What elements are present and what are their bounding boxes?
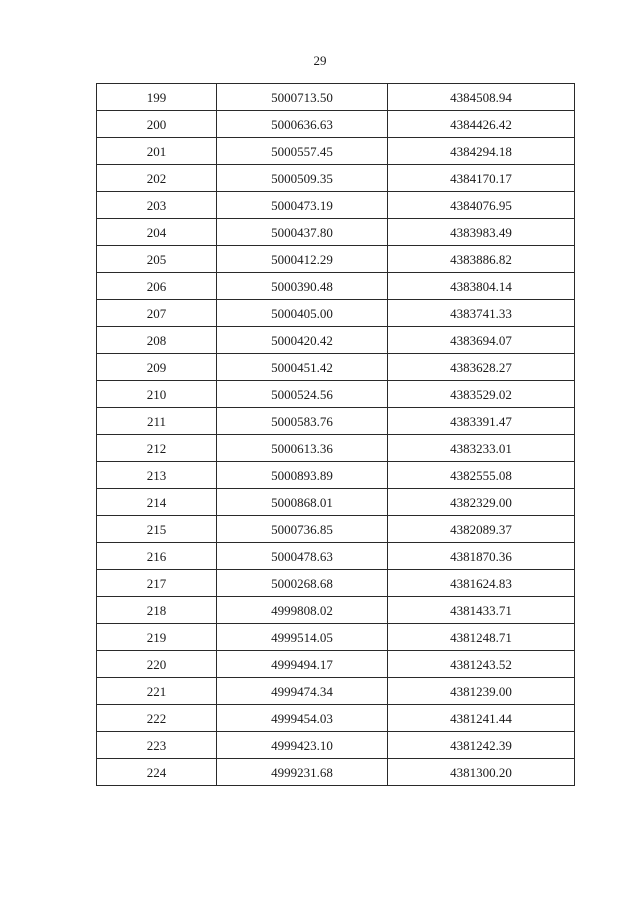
x-coordinate-cell: 4999454.03 bbox=[217, 705, 388, 732]
table-row bbox=[97, 84, 575, 111]
x-coordinate-cell: 5000893.89 bbox=[217, 462, 388, 489]
x-coordinate-cell: 4999231.68 bbox=[217, 759, 388, 786]
x-coordinate-cell: 5000736.85 bbox=[217, 516, 388, 543]
point-number-cell: 209 bbox=[97, 354, 217, 381]
point-number-cell: 203 bbox=[97, 192, 217, 219]
x-coordinate-cell: 5000557.45 bbox=[217, 138, 388, 165]
y-coordinate-cell: 4384170.17 bbox=[388, 165, 575, 192]
point-number-cell: 205 bbox=[97, 246, 217, 273]
point-number-cell: 210 bbox=[97, 381, 217, 408]
table-row bbox=[97, 516, 575, 543]
table-row bbox=[97, 462, 575, 489]
point-number-cell: 220 bbox=[97, 651, 217, 678]
point-number-cell: 206 bbox=[97, 273, 217, 300]
y-coordinate-cell: 4381624.83 bbox=[388, 570, 575, 597]
x-coordinate-cell: 5000613.36 bbox=[217, 435, 388, 462]
point-number-cell: 200 bbox=[97, 111, 217, 138]
x-coordinate-cell: 5000268.68 bbox=[217, 570, 388, 597]
point-number-cell: 201 bbox=[97, 138, 217, 165]
x-coordinate-cell: 5000713.50 bbox=[217, 84, 388, 111]
x-coordinate-cell: 4999474.34 bbox=[217, 678, 388, 705]
x-coordinate-cell: 4999808.02 bbox=[217, 597, 388, 624]
y-coordinate-cell: 4381870.36 bbox=[388, 543, 575, 570]
x-coordinate-cell: 5000451.42 bbox=[217, 354, 388, 381]
y-coordinate-cell: 4383694.07 bbox=[388, 327, 575, 354]
coordinates-table bbox=[96, 83, 575, 786]
table-row bbox=[97, 192, 575, 219]
x-coordinate-cell: 5000437.80 bbox=[217, 219, 388, 246]
y-coordinate-cell: 4384076.95 bbox=[388, 192, 575, 219]
x-coordinate-cell: 5000405.00 bbox=[217, 300, 388, 327]
y-coordinate-cell: 4381239.00 bbox=[388, 678, 575, 705]
y-coordinate-cell: 4383628.27 bbox=[388, 354, 575, 381]
y-coordinate-cell: 4384426.42 bbox=[388, 111, 575, 138]
point-number-cell: 222 bbox=[97, 705, 217, 732]
point-number-cell: 215 bbox=[97, 516, 217, 543]
point-number-cell: 202 bbox=[97, 165, 217, 192]
point-number-cell: 214 bbox=[97, 489, 217, 516]
point-number-cell: 212 bbox=[97, 435, 217, 462]
x-coordinate-cell: 5000478.63 bbox=[217, 543, 388, 570]
point-number-cell: 213 bbox=[97, 462, 217, 489]
point-number-cell: 211 bbox=[97, 408, 217, 435]
point-number-cell: 216 bbox=[97, 543, 217, 570]
table-row bbox=[97, 489, 575, 516]
y-coordinate-cell: 4381433.71 bbox=[388, 597, 575, 624]
point-number-cell: 221 bbox=[97, 678, 217, 705]
y-coordinate-cell: 4381242.39 bbox=[388, 732, 575, 759]
table-row bbox=[97, 651, 575, 678]
y-coordinate-cell: 4383391.47 bbox=[388, 408, 575, 435]
y-coordinate-cell: 4382329.00 bbox=[388, 489, 575, 516]
table-row bbox=[97, 246, 575, 273]
point-number-cell: 224 bbox=[97, 759, 217, 786]
point-number-cell: 207 bbox=[97, 300, 217, 327]
y-coordinate-cell: 4381248.71 bbox=[388, 624, 575, 651]
table-row bbox=[97, 354, 575, 381]
table-row bbox=[97, 597, 575, 624]
table-row bbox=[97, 435, 575, 462]
y-coordinate-cell: 4383529.02 bbox=[388, 381, 575, 408]
x-coordinate-cell: 5000509.35 bbox=[217, 165, 388, 192]
point-number-cell: 223 bbox=[97, 732, 217, 759]
table-row bbox=[97, 327, 575, 354]
x-coordinate-cell: 4999514.05 bbox=[217, 624, 388, 651]
x-coordinate-cell: 5000636.63 bbox=[217, 111, 388, 138]
coordinates-table-body bbox=[97, 84, 575, 786]
table-row bbox=[97, 543, 575, 570]
table-row bbox=[97, 732, 575, 759]
y-coordinate-cell: 4384508.94 bbox=[388, 84, 575, 111]
y-coordinate-cell: 4383983.49 bbox=[388, 219, 575, 246]
point-number-cell: 217 bbox=[97, 570, 217, 597]
table-row bbox=[97, 138, 575, 165]
y-coordinate-cell: 4383886.82 bbox=[388, 246, 575, 273]
y-coordinate-cell: 4383804.14 bbox=[388, 273, 575, 300]
y-coordinate-cell: 4382555.08 bbox=[388, 462, 575, 489]
x-coordinate-cell: 5000524.56 bbox=[217, 381, 388, 408]
point-number-cell: 219 bbox=[97, 624, 217, 651]
table-row bbox=[97, 219, 575, 246]
point-number-cell: 218 bbox=[97, 597, 217, 624]
table-row bbox=[97, 381, 575, 408]
y-coordinate-cell: 4381300.20 bbox=[388, 759, 575, 786]
table-row bbox=[97, 759, 575, 786]
y-coordinate-cell: 4382089.37 bbox=[388, 516, 575, 543]
x-coordinate-cell: 4999494.17 bbox=[217, 651, 388, 678]
table-row bbox=[97, 624, 575, 651]
x-coordinate-cell: 5000412.29 bbox=[217, 246, 388, 273]
y-coordinate-cell: 4381241.44 bbox=[388, 705, 575, 732]
x-coordinate-cell: 5000473.19 bbox=[217, 192, 388, 219]
x-coordinate-cell: 4999423.10 bbox=[217, 732, 388, 759]
y-coordinate-cell: 4381243.52 bbox=[388, 651, 575, 678]
x-coordinate-cell: 5000420.42 bbox=[217, 327, 388, 354]
y-coordinate-cell: 4383233.01 bbox=[388, 435, 575, 462]
page-number: 29 bbox=[313, 53, 327, 68]
x-coordinate-cell: 5000390.48 bbox=[217, 273, 388, 300]
table-row bbox=[97, 165, 575, 192]
y-coordinate-cell: 4383741.33 bbox=[388, 300, 575, 327]
x-coordinate-cell: 5000868.01 bbox=[217, 489, 388, 516]
y-coordinate-cell: 4384294.18 bbox=[388, 138, 575, 165]
table-row bbox=[97, 570, 575, 597]
point-number-cell: 199 bbox=[97, 84, 217, 111]
table-row bbox=[97, 273, 575, 300]
table-row bbox=[97, 300, 575, 327]
table-row bbox=[97, 705, 575, 732]
table-row bbox=[97, 111, 575, 138]
table-row bbox=[97, 408, 575, 435]
point-number-cell: 204 bbox=[97, 219, 217, 246]
point-number-cell: 208 bbox=[97, 327, 217, 354]
table-row bbox=[97, 678, 575, 705]
x-coordinate-cell: 5000583.76 bbox=[217, 408, 388, 435]
